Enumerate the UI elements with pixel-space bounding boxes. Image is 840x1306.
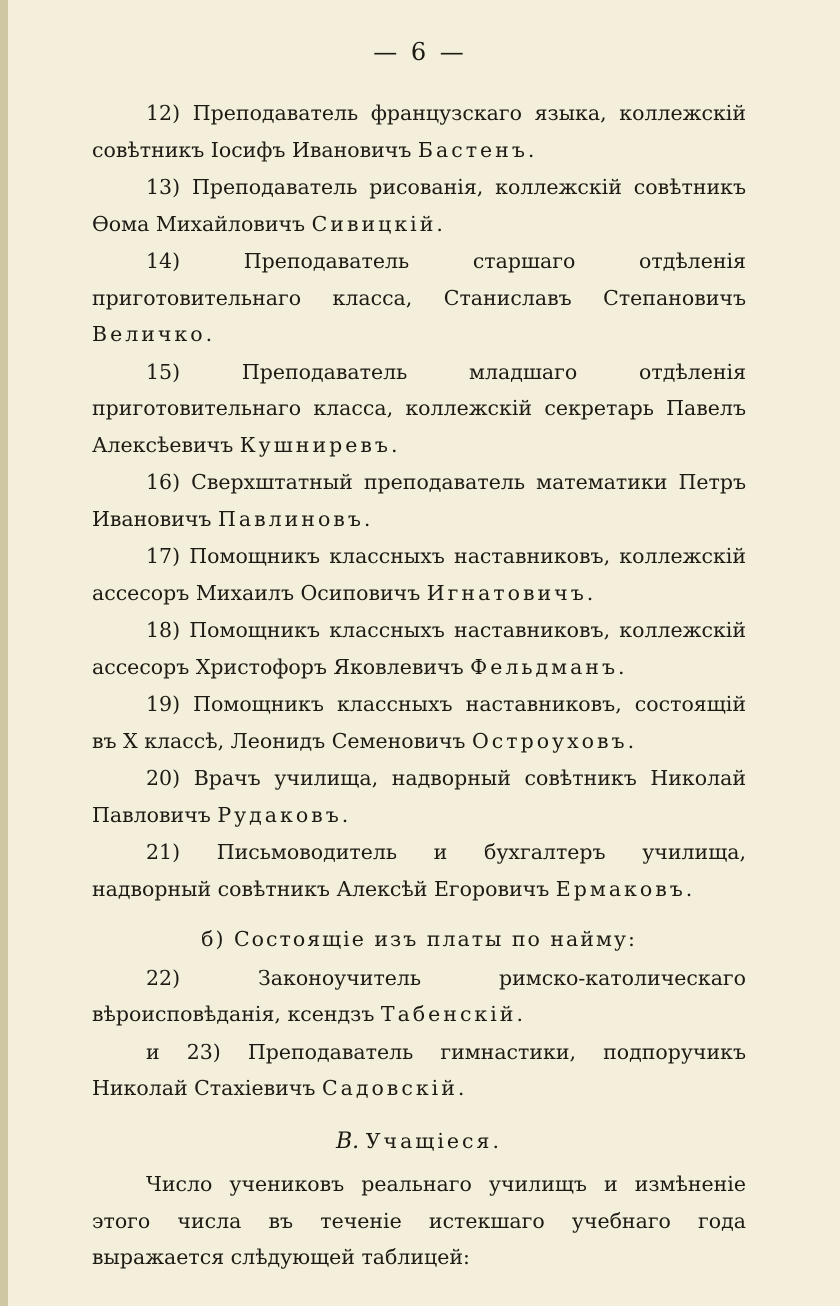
entry-surname: Садовскій (321, 1076, 458, 1100)
entry-text: 20) Врачъ училища, надворный совѣтникъ Николай Павловичъ (92, 766, 746, 827)
staff-entry (92, 760, 746, 833)
entry-end: . (618, 654, 625, 679)
subheading: б) Состоящіе изъ платы по найму: (201, 927, 637, 951)
entry-end: . (341, 802, 349, 827)
entry-end: . (527, 137, 535, 162)
section-title (92, 1123, 746, 1161)
staff-entry (92, 95, 746, 168)
hired-entry (92, 960, 746, 1033)
entry-text: 19) Помощникъ классныхъ наставниковъ, состоящій въ X классѣ, Леонидъ Семеновичъ (92, 692, 746, 753)
entry-text: 13) Преподаватель рисованія, коллежскій совѣтникъ Ѳома Михайловичъ (92, 175, 746, 236)
closing-paragraph: Число учениковъ реальнаго училищъ и измѣненіе этого числа въ теченіе истекшаго учебнаго года выражается слѣдующей таблицей: (92, 1172, 746, 1269)
hired-entry (92, 1034, 746, 1107)
entry-end: . (390, 432, 398, 457)
entry-text: 21) Письмоводитель и бухгалтеръ училища, надворный совѣтникъ Алексѣй Егоровичъ (92, 840, 746, 901)
entry-text: 15) Преподаватель младшаго отдѣленія приготовительнаго класса, коллежскій секретарь Павелъ Алексѣевичъ (92, 359, 746, 457)
page-number-header: — 6 — (373, 38, 467, 66)
entry-surname: Павлиновъ (217, 506, 364, 531)
staff-entry (92, 538, 746, 611)
entry-surname: Остроуховъ (471, 728, 628, 753)
staff-entry (92, 354, 746, 464)
entry-surname: Табенскій (380, 1002, 517, 1026)
entry-text: 16) Сверхштатный преподаватель математики Петръ Ивановичъ (92, 470, 746, 531)
entry-end: . (516, 1002, 523, 1026)
entry-text: и 23) Преподаватель гимнастики, подпоручикъ Николай Стахіевичъ (92, 1039, 746, 1100)
entry-surname: Игнатовичъ (426, 580, 587, 605)
staff-entry (92, 834, 746, 907)
entry-surname: Величко (92, 322, 206, 346)
entry-surname: Рудаковъ (217, 802, 342, 827)
staff-entry (92, 612, 746, 685)
entry-end: . (457, 1076, 465, 1100)
page-edge (0, 0, 8, 1306)
entry-end: . (685, 876, 693, 901)
entry-surname: Бастенъ (417, 137, 528, 162)
entry-end: . (363, 506, 371, 531)
staff-entry (92, 243, 746, 353)
entry-end: . (436, 211, 443, 236)
staff-entry (92, 686, 746, 759)
entry-end: . (586, 580, 594, 605)
entry-surname: Кушниревъ (239, 432, 391, 457)
entry-surname: Сивицкій (311, 211, 437, 236)
entry-end: . (205, 322, 213, 346)
entry-end: . (627, 728, 635, 753)
entry-text: 17) Помощникъ классныхъ наставниковъ, коллежскій ассесоръ Михаилъ Осиповичъ (92, 544, 746, 605)
page-body (92, 95, 746, 1277)
staff-entry (92, 464, 746, 537)
entry-text: 14) Преподаватель старшаго отдѣленія приготовительнаго класса, Станиславъ Степановичъ (92, 249, 746, 310)
section-letter: В. (336, 1128, 360, 1154)
staff-entry (92, 169, 746, 242)
entry-surname: Ермаковъ (555, 876, 686, 901)
entry-text: 18) Помощникъ классныхъ наставниковъ, коллежскій ассесоръ Христофоръ Яковлевичъ (92, 618, 746, 679)
section-word: Учащіеся. (365, 1128, 502, 1153)
entry-surname: Фельдманъ (470, 654, 618, 679)
entry-text: 12) Преподаватель французскаго языка, коллежскій совѣтникъ Іосифъ Ивановичъ (92, 101, 746, 162)
entry-text: 22) Законоучитель римско-католическаго вѣроисповѣданія, ксендзъ (92, 965, 746, 1026)
